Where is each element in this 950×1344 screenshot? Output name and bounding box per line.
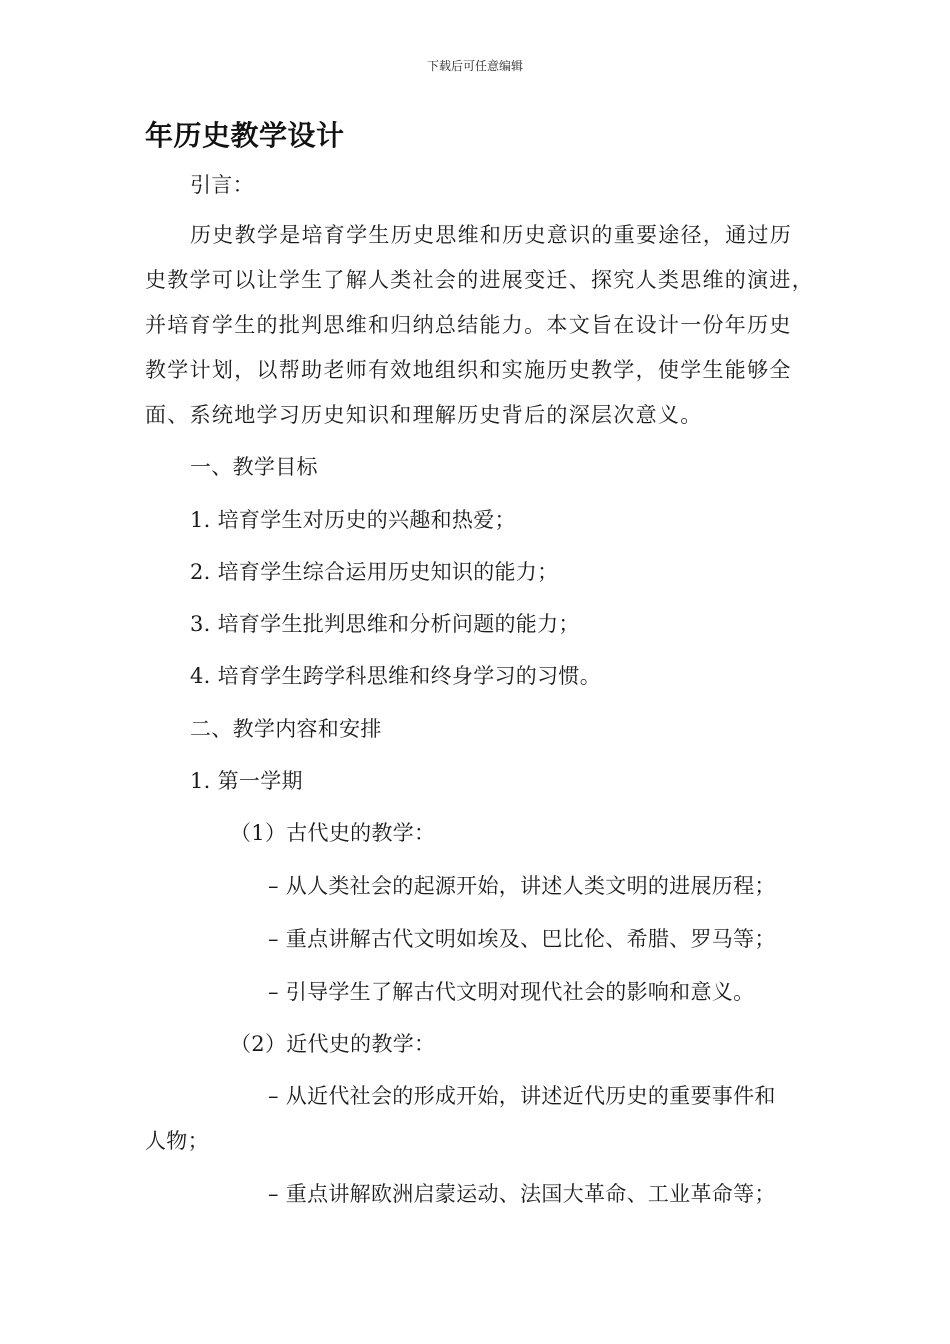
ancient-item: – 引导学生了解古代文明对现代社会的影响和意义。	[268, 980, 755, 1004]
goal-item: 2. 培育学生综合运用历史知识的能力；	[190, 560, 559, 584]
intro-line: 历史教学是培育学生历史思维和历史意识的重要途径，通过历	[190, 223, 793, 247]
intro-line: 教学计划，以帮助老师有效地组织和实施历史教学，使学生能够全	[145, 358, 792, 382]
subsection-heading-modern: （2）近代史的教学：	[230, 1032, 436, 1056]
subsection-heading-ancient: （1）古代史的教学：	[230, 821, 436, 845]
document-title: 年历史教学设计	[145, 119, 345, 152]
section-heading-content: 二、教学内容和安排	[190, 717, 382, 741]
intro-line: 史教学可以让学生了解人类社会的进展变迁、探究人类思维的演进，	[145, 268, 814, 292]
header-note: 下载后可任意编辑	[426, 59, 523, 73]
intro-paragraph	[145, 220, 814, 445]
goal-item: 1. 培育学生对历史的兴趣和热爱；	[190, 508, 516, 532]
ancient-item: – 重点讲解古代文明如埃及、巴比伦、希腊、罗马等；	[268, 927, 776, 951]
goal-item: 4. 培育学生跨学科思维和终身学习的习惯。	[190, 664, 602, 688]
modern-item: – 重点讲解欧洲启蒙运动、法国大革命、工业革命等；	[268, 1182, 776, 1206]
section-heading-goals: 一、教学目标	[190, 455, 318, 479]
intro-line: 并培育学生的批判思维和归纳总结能力。本文旨在设计一份年历史	[145, 313, 792, 337]
modern-item-line: 人物；	[145, 1129, 209, 1153]
intro-label: 引言：	[190, 173, 254, 197]
term-heading: 1. 第一学期	[190, 769, 303, 793]
goal-item: 3. 培育学生批判思维和分析问题的能力；	[190, 612, 580, 636]
modern-item-line: – 从近代社会的形成开始，讲述近代历史的重要事件和	[268, 1084, 776, 1108]
intro-line: 面、系统地学习历史知识和理解历史背后的深层次意义。	[145, 403, 703, 427]
ancient-item: – 从人类社会的起源开始，讲述人类文明的进展历程；	[268, 874, 776, 898]
